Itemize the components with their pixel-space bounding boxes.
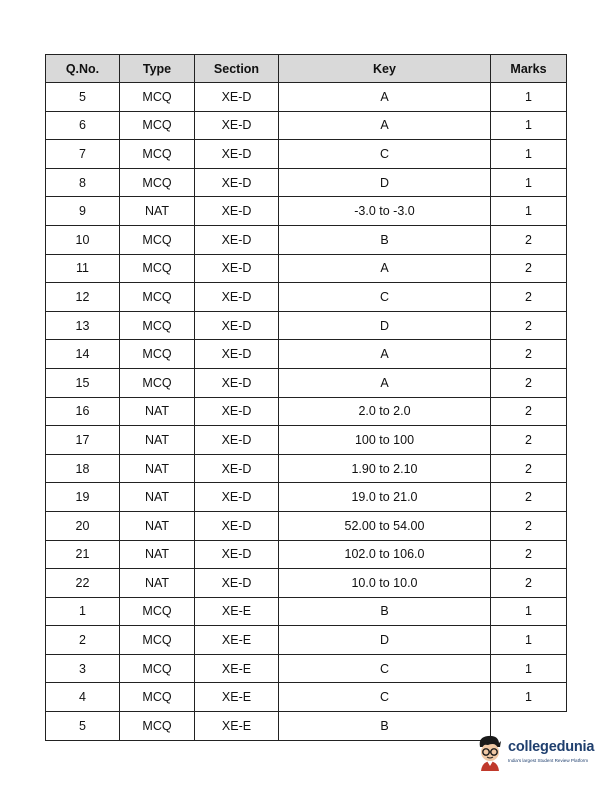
table-row bbox=[46, 426, 567, 455]
cell-marks: 2 bbox=[491, 368, 567, 397]
cell-key: A bbox=[279, 111, 491, 140]
table-row bbox=[46, 197, 567, 226]
table-row bbox=[46, 111, 567, 140]
cell-key: 102.0 to 106.0 bbox=[279, 540, 491, 569]
header-key: Key bbox=[279, 55, 491, 83]
cell-qno: 12 bbox=[46, 283, 120, 312]
cell-key: A bbox=[279, 83, 491, 112]
cell-marks: 2 bbox=[491, 569, 567, 598]
cell-marks: 2 bbox=[491, 483, 567, 512]
cell-section: XE-D bbox=[195, 340, 279, 369]
cell-type: NAT bbox=[120, 397, 195, 426]
cell-type: MCQ bbox=[120, 683, 195, 712]
header-type: Type bbox=[120, 55, 195, 83]
cell-marks: 2 bbox=[491, 283, 567, 312]
table-row bbox=[46, 283, 567, 312]
cell-section: XE-D bbox=[195, 511, 279, 540]
cell-key: C bbox=[279, 683, 491, 712]
cell-section: XE-E bbox=[195, 626, 279, 655]
collegedunia-logo bbox=[474, 733, 609, 773]
answer-key-table bbox=[45, 54, 567, 741]
cell-key: A bbox=[279, 340, 491, 369]
cell-key: 19.0 to 21.0 bbox=[279, 483, 491, 512]
cell-type: NAT bbox=[120, 426, 195, 455]
cell-key: -3.0 to -3.0 bbox=[279, 197, 491, 226]
cell-marks: 1 bbox=[491, 83, 567, 112]
cell-qno: 17 bbox=[46, 426, 120, 455]
header-section: Section bbox=[195, 55, 279, 83]
cell-type: MCQ bbox=[120, 83, 195, 112]
cell-qno: 7 bbox=[46, 140, 120, 169]
cell-type: MCQ bbox=[120, 283, 195, 312]
cell-marks: 1 bbox=[491, 140, 567, 169]
cell-key: 2.0 to 2.0 bbox=[279, 397, 491, 426]
cell-section: XE-D bbox=[195, 225, 279, 254]
table-row bbox=[46, 597, 567, 626]
cell-marks: 1 bbox=[491, 597, 567, 626]
table-row bbox=[46, 511, 567, 540]
cell-key: 10.0 to 10.0 bbox=[279, 569, 491, 598]
cell-qno: 8 bbox=[46, 168, 120, 197]
cell-section: XE-D bbox=[195, 168, 279, 197]
table-row bbox=[46, 254, 567, 283]
cell-key: 1.90 to 2.10 bbox=[279, 454, 491, 483]
cell-section: XE-D bbox=[195, 311, 279, 340]
cell-section: XE-D bbox=[195, 140, 279, 169]
table-row bbox=[46, 569, 567, 598]
cell-key: C bbox=[279, 140, 491, 169]
table-row bbox=[46, 225, 567, 254]
cell-qno: 1 bbox=[46, 597, 120, 626]
table-header-row bbox=[46, 55, 567, 83]
cell-type: MCQ bbox=[120, 654, 195, 683]
cell-marks: 1 bbox=[491, 626, 567, 655]
cell-type: NAT bbox=[120, 540, 195, 569]
cell-type: MCQ bbox=[120, 597, 195, 626]
cell-key: B bbox=[279, 225, 491, 254]
student-mascot-icon bbox=[474, 733, 506, 771]
cell-type: MCQ bbox=[120, 111, 195, 140]
table-row bbox=[46, 340, 567, 369]
cell-section: XE-D bbox=[195, 83, 279, 112]
cell-qno: 13 bbox=[46, 311, 120, 340]
logo-name: collegedunia bbox=[508, 739, 595, 755]
cell-qno: 20 bbox=[46, 511, 120, 540]
cell-type: MCQ bbox=[120, 368, 195, 397]
cell-type: MCQ bbox=[120, 311, 195, 340]
cell-type: MCQ bbox=[120, 168, 195, 197]
cell-marks: 2 bbox=[491, 540, 567, 569]
cell-marks: 2 bbox=[491, 454, 567, 483]
cell-section: XE-E bbox=[195, 597, 279, 626]
table-row bbox=[46, 168, 567, 197]
cell-type: NAT bbox=[120, 454, 195, 483]
cell-qno: 18 bbox=[46, 454, 120, 483]
cell-type: NAT bbox=[120, 569, 195, 598]
cell-section: XE-E bbox=[195, 683, 279, 712]
cell-key: A bbox=[279, 254, 491, 283]
cell-qno: 22 bbox=[46, 569, 120, 598]
cell-qno: 5 bbox=[46, 712, 120, 741]
cell-type: MCQ bbox=[120, 712, 195, 741]
cell-qno: 6 bbox=[46, 111, 120, 140]
cell-qno: 19 bbox=[46, 483, 120, 512]
table-row bbox=[46, 454, 567, 483]
logo-tagline: India's largest Student Review Platform bbox=[508, 758, 589, 763]
cell-type: NAT bbox=[120, 197, 195, 226]
cell-section: XE-D bbox=[195, 197, 279, 226]
cell-key: D bbox=[279, 626, 491, 655]
table-row bbox=[46, 397, 567, 426]
cell-section: XE-D bbox=[195, 540, 279, 569]
cell-section: XE-D bbox=[195, 397, 279, 426]
cell-qno: 3 bbox=[46, 654, 120, 683]
cell-section: XE-E bbox=[195, 712, 279, 741]
table-row bbox=[46, 683, 567, 712]
cell-type: MCQ bbox=[120, 626, 195, 655]
header-marks: Marks bbox=[491, 55, 567, 83]
table-row bbox=[46, 83, 567, 112]
cell-marks: 1 bbox=[491, 168, 567, 197]
cell-qno: 5 bbox=[46, 83, 120, 112]
cell-key: D bbox=[279, 311, 491, 340]
cell-qno: 4 bbox=[46, 683, 120, 712]
table-row bbox=[46, 140, 567, 169]
cell-marks: 2 bbox=[491, 311, 567, 340]
cell-marks: 1 bbox=[491, 197, 567, 226]
cell-marks: 1 bbox=[491, 654, 567, 683]
cell-section: XE-D bbox=[195, 569, 279, 598]
cell-marks: 2 bbox=[491, 511, 567, 540]
cell-qno: 2 bbox=[46, 626, 120, 655]
cell-key: C bbox=[279, 654, 491, 683]
table-row bbox=[46, 654, 567, 683]
cell-qno: 14 bbox=[46, 340, 120, 369]
cell-key: D bbox=[279, 168, 491, 197]
cell-section: XE-D bbox=[195, 454, 279, 483]
cell-marks: 1 bbox=[491, 111, 567, 140]
cell-type: MCQ bbox=[120, 254, 195, 283]
cell-qno: 10 bbox=[46, 225, 120, 254]
cell-marks: 2 bbox=[491, 340, 567, 369]
cell-qno: 15 bbox=[46, 368, 120, 397]
cell-key: B bbox=[279, 597, 491, 626]
cell-qno: 21 bbox=[46, 540, 120, 569]
table-row bbox=[46, 626, 567, 655]
cell-key: 100 to 100 bbox=[279, 426, 491, 455]
cell-qno: 9 bbox=[46, 197, 120, 226]
cell-section: XE-D bbox=[195, 483, 279, 512]
cell-marks: 2 bbox=[491, 397, 567, 426]
cell-qno: 11 bbox=[46, 254, 120, 283]
cell-marks: 2 bbox=[491, 426, 567, 455]
cell-section: XE-D bbox=[195, 283, 279, 312]
cell-type: NAT bbox=[120, 511, 195, 540]
cell-type: MCQ bbox=[120, 340, 195, 369]
cell-qno: 16 bbox=[46, 397, 120, 426]
cell-marks: 2 bbox=[491, 225, 567, 254]
cell-type: NAT bbox=[120, 483, 195, 512]
cell-marks: 1 bbox=[491, 683, 567, 712]
table-row bbox=[46, 483, 567, 512]
cell-key: 52.00 to 54.00 bbox=[279, 511, 491, 540]
cell-section: XE-D bbox=[195, 254, 279, 283]
cell-key: C bbox=[279, 283, 491, 312]
table-row bbox=[46, 368, 567, 397]
table-row bbox=[46, 311, 567, 340]
cell-marks: 2 bbox=[491, 254, 567, 283]
cell-type: MCQ bbox=[120, 140, 195, 169]
header-qno: Q.No. bbox=[46, 55, 120, 83]
cell-section: XE-D bbox=[195, 426, 279, 455]
cell-section: XE-D bbox=[195, 368, 279, 397]
cell-section: XE-D bbox=[195, 111, 279, 140]
table-row bbox=[46, 540, 567, 569]
table-body bbox=[46, 83, 567, 741]
cell-section: XE-E bbox=[195, 654, 279, 683]
cell-key: A bbox=[279, 368, 491, 397]
cell-type: MCQ bbox=[120, 225, 195, 254]
cell-key: B bbox=[279, 712, 491, 741]
